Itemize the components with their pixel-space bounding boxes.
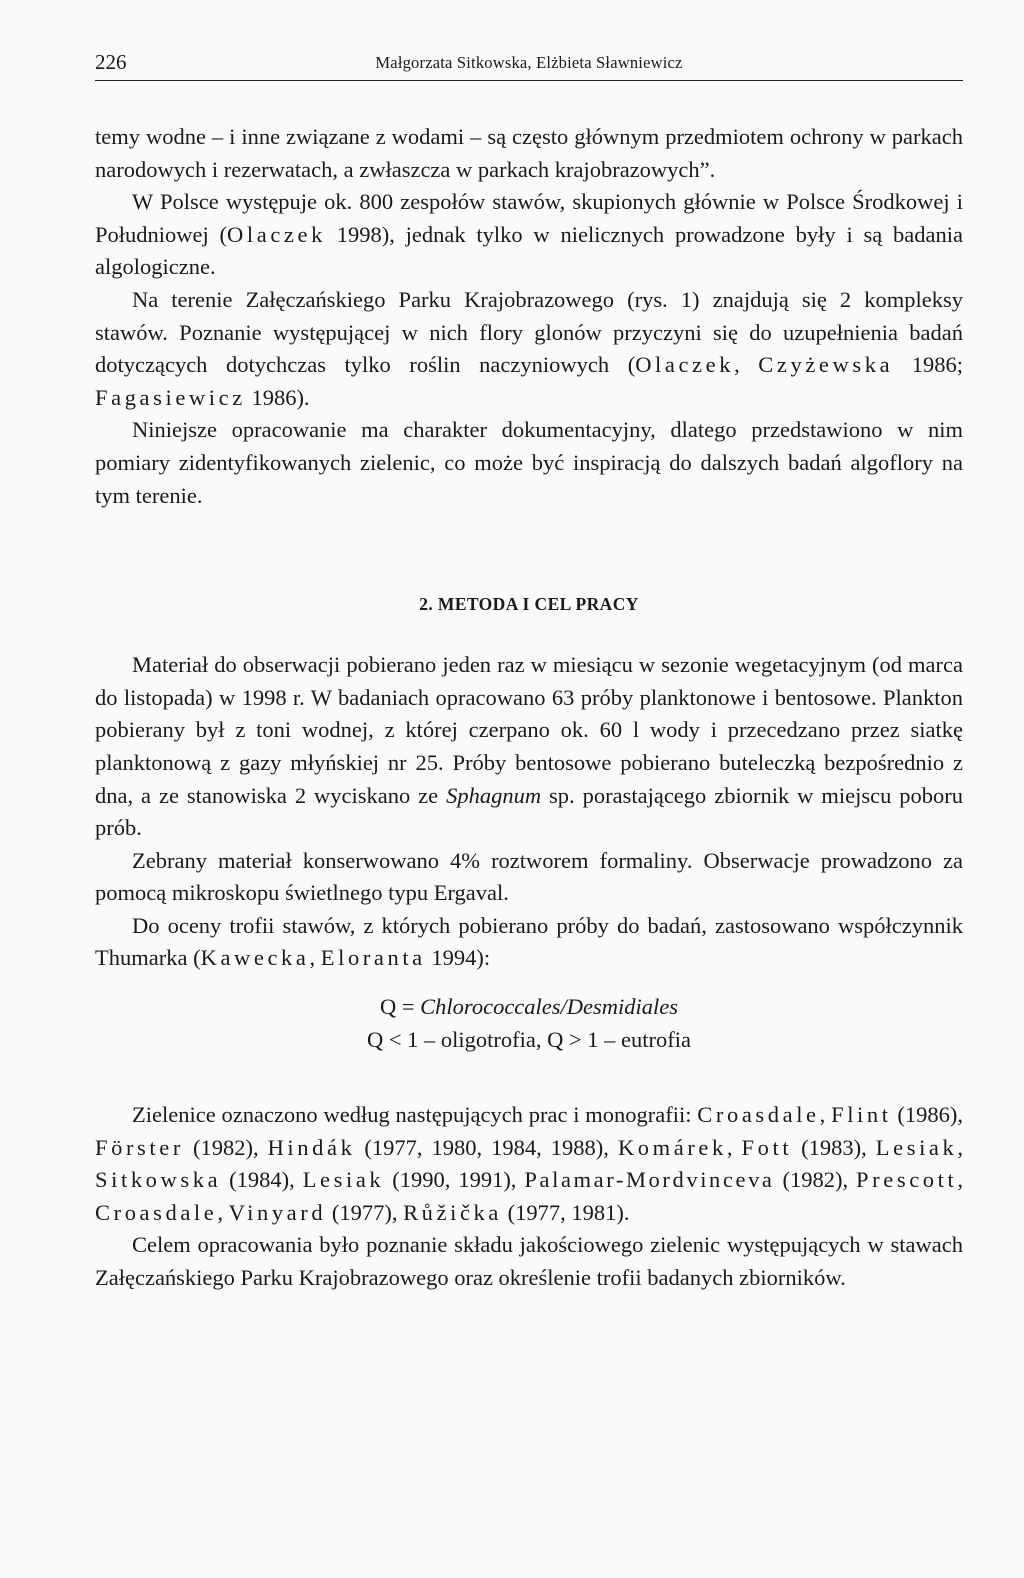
author-name: Olaczek	[227, 221, 326, 247]
text-run: (1977),	[326, 1199, 404, 1225]
running-title: Małgorzata Sitkowska, Elżbieta Sławniewicz	[375, 53, 683, 72]
text-run: (1984),	[221, 1167, 303, 1193]
author-name: Sitkowska	[95, 1167, 222, 1193]
formula-line-1	[95, 990, 963, 1023]
author-name: Lesiak	[302, 1167, 385, 1193]
method-paragraph-2: Zebrany materiał konserwowano 4% roztworem formaliny. Obserwacje prowadzono za pomocą mikroskopu świetlnego typu Ergaval.	[95, 847, 963, 906]
text-run: Do oceny trofii stawów, z których pobierano próby do badań, zastosowano współczynnik Thumarka (	[95, 912, 963, 971]
text-run: Na terenie Załęczańskiego Parku Krajobrazowego (rys. 1) znajdują się 2 kompleksy stawów. Poznanie występującej w nich flory glonów przyczyni się do uzupełnienia badań dotyczących dotychczas tylko roślin naczyniowych (	[95, 286, 963, 378]
text-run: (1990, 1991),	[384, 1167, 525, 1193]
author-name: Fott	[741, 1134, 793, 1160]
text-run: Zielenice oznaczono według następujących prac i monografii:	[132, 1102, 698, 1128]
author-name: Olaczek	[635, 352, 735, 378]
author-name: Croasdale	[95, 1199, 218, 1225]
author-name: Komárek	[617, 1134, 727, 1160]
author-name: Lesiak	[875, 1134, 958, 1160]
author-name: Flint	[831, 1102, 892, 1128]
author-name: Palamar-Mordvinceva	[524, 1167, 775, 1193]
text-run: ,	[217, 1199, 229, 1225]
references-section	[95, 1099, 963, 1295]
page-number: 226	[95, 50, 127, 74]
author-name: Růžička	[403, 1199, 502, 1225]
author-name: Prescott	[856, 1167, 958, 1193]
text-run: (1986),	[891, 1102, 964, 1128]
author-name: Kawecka	[200, 945, 310, 971]
page	[95, 40, 963, 1295]
author-name: Hindák	[267, 1134, 356, 1160]
text-run: (1982),	[774, 1167, 857, 1193]
running-head	[95, 40, 963, 81]
author-name: Eloranta	[320, 945, 426, 971]
text-run: 1998), jednak tylko w nielicznych prowadzone były i są badania algologiczne.	[95, 221, 963, 280]
text-run: (1977, 1980, 1984, 1988),	[355, 1134, 618, 1160]
author-name: Förster	[95, 1134, 184, 1160]
intro-paragraph-1: temy wodne – i inne związane z wodami – są często głównym przedmiotem ochrony w parkach narodowych i rezerwatach, a zwłaszcza w parkach krajobrazowych”.	[95, 124, 963, 182]
text-run: sp. porastającego zbiornik w miejscu poboru prób.	[95, 782, 963, 841]
text-run: (1982),	[183, 1134, 268, 1160]
text-run: ,	[309, 945, 321, 971]
text-run: (1983),	[792, 1134, 876, 1160]
section-heading: 2. METODA I CEL PRACY	[419, 594, 639, 615]
author-name: Vinyard	[228, 1199, 327, 1225]
method-paragraph-3	[95, 910, 963, 975]
text-run: 1986;	[893, 352, 963, 378]
method-paragraph-1	[95, 649, 963, 845]
text-run: ,	[957, 1134, 963, 1160]
text-run: ,	[819, 1102, 832, 1128]
text-run: ,	[957, 1167, 963, 1193]
text-run: 1994):	[425, 945, 491, 971]
intro-paragraph-3	[95, 284, 963, 414]
author-name: Croasdale	[697, 1102, 820, 1128]
text-run: ,	[726, 1134, 742, 1160]
intro-paragraph-4: Niniejsze opracowanie ma charakter dokumentacyjny, dlatego przedstawiono w nim pomiary zidentyfikowanych zielenic, co może być inspiracją do dalszych badań algoflory na tym terenie.	[95, 417, 963, 508]
text-run: Materiał do obserwacji pobierano jeden raz w miesiącu w sezonie wegetacyjnym (od marca do listopada) w 1998 r. W badaniach opracowano 63 próby planktonowe i bentosowe. Plankton pobierany był z toni wodnej, z której czerpano ok. 60 l wody i przecedzano przez siatkę planktonową z gazy młyńskiej nr 25. Próby bentosowe pobierano buteleczką bezpośrednio z dna, a ze stanowiska 2 wyciskano ze	[95, 652, 963, 808]
intro-section	[95, 121, 963, 512]
text-run: (1977, 1981).	[502, 1199, 630, 1225]
text-run: W Polsce występuje ok. 800 zespołów stawów, skupionych głównie w Polsce Środkowej i Południowej (	[95, 189, 963, 247]
author-name: Czyżewska	[758, 352, 894, 378]
aim-paragraph: Celem opracowania było poznanie składu jakościowego zielenic występujących w stawach Załęczańskiego Parku Krajobrazowego oraz określenie trofii badanych zbiorników.	[95, 1232, 963, 1291]
formula-lhs: Q =	[379, 994, 421, 1020]
formula-line-2: Q < 1 – oligotrofia, Q > 1 – eutrofia	[366, 1027, 692, 1053]
intro-paragraph-2	[95, 186, 963, 284]
genus-name: Sphagnum	[446, 782, 542, 808]
formula-rhs: Chlorococcales/Desmidiales	[420, 994, 679, 1020]
text-run: 1986).	[245, 384, 310, 410]
method-section	[95, 649, 963, 975]
author-name: Fagasiewicz	[95, 384, 246, 410]
text-run: ,	[734, 352, 759, 378]
formula-block	[95, 990, 963, 1056]
references-paragraph	[95, 1099, 963, 1229]
